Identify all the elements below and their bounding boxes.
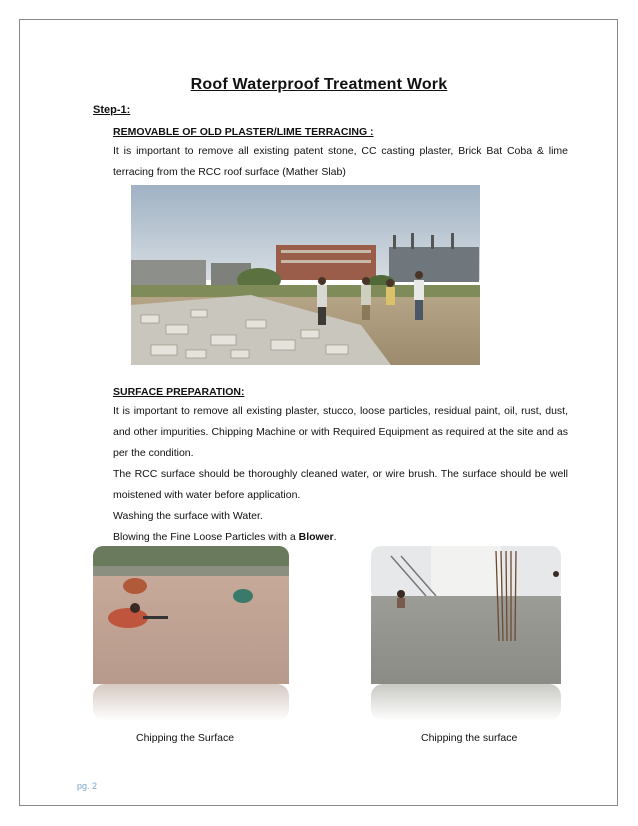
caption-left-photo: Chipping the Surface [136, 732, 235, 744]
roof-demolition-image [131, 185, 480, 365]
chipping-right-photo [371, 546, 561, 721]
blower-text-bold: Blower [298, 531, 334, 543]
page-number: pg. 2 [77, 781, 98, 791]
blower-text-suffix: . [333, 531, 337, 543]
section-text-removal [113, 141, 568, 183]
chipping-left-photo [93, 546, 289, 721]
section-heading-surface-preparation: SURFACE PREPARATION: [113, 386, 245, 398]
caption-right-photo: Chipping the surface [421, 732, 518, 744]
chipping-left-image [93, 546, 289, 721]
step-label: Step-1: [93, 104, 131, 116]
removal-paragraph: It is important to remove all existing patent stone, CC casting plaster, Brick Bat Coba & lime terracing from the RCC roof surface (Mather Slab) [113, 145, 568, 178]
surface-prep-paragraph-3: Washing the surface with Water. [113, 510, 263, 522]
page-title: Roof Waterproof Treatment Work [190, 76, 448, 93]
surface-prep-paragraph-2: The RCC surface should be thoroughly cleaned water, or wire brush. The surface should be well moistened with water before application. [113, 468, 568, 501]
surface-prep-paragraph-1: It is important to remove all existing plaster, stucco, loose particles, residual paint, oil, rust, dust, and other impurities. Chipping Machine or with Required Equipment as required at the site and as per the condition. [113, 405, 568, 459]
roof-demolition-photo [131, 185, 480, 365]
blower-text-prefix: Blowing the Fine Loose Particles with a [113, 531, 299, 543]
section-text-surface-preparation [113, 401, 568, 548]
surface-prep-paragraph-4 [113, 527, 568, 548]
chipping-right-image [371, 546, 561, 721]
section-heading-removal: REMOVABLE OF OLD PLASTER/LIME TERRACING : [113, 126, 374, 138]
